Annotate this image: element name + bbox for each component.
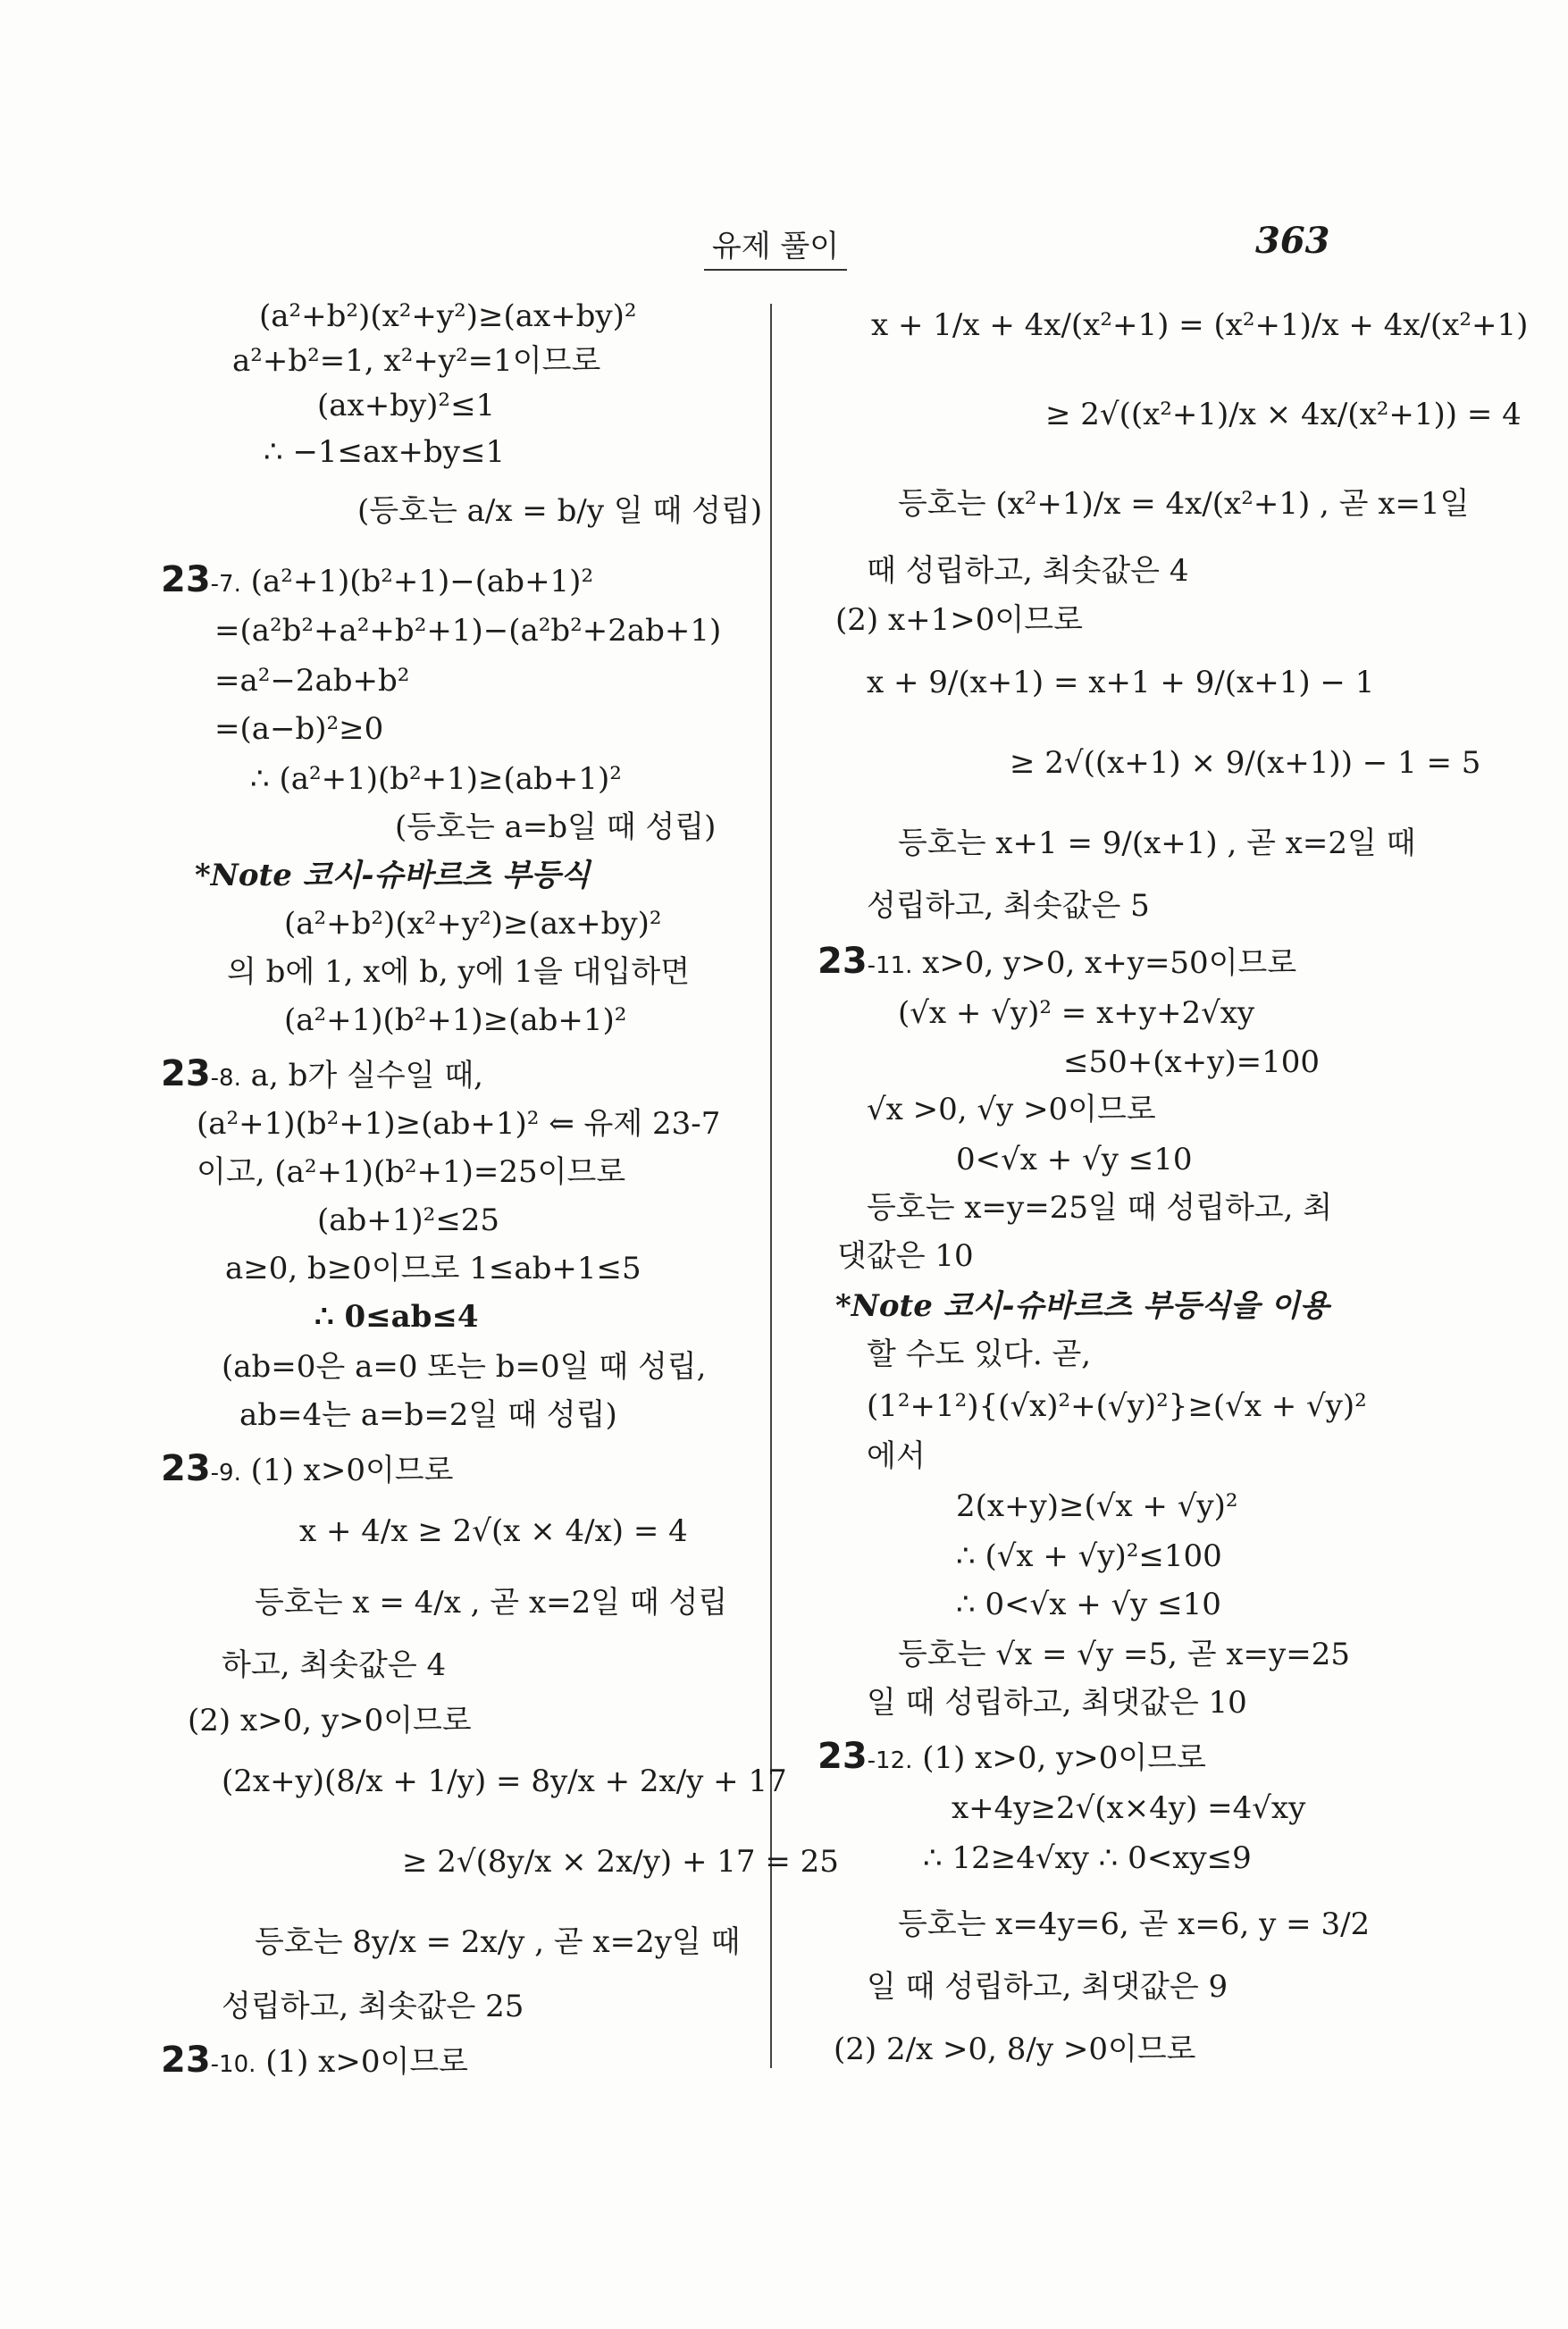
equation-line: √x >0, √y >0이므로: [867, 1092, 1156, 1127]
problem-23-11: 23-11. x>0, y>0, x+y=50이므로: [818, 941, 1297, 982]
equation-line: =(a−b)²≥0: [214, 711, 384, 747]
equality-condition: ab=4는 a=b=2일 때 성립): [239, 1397, 617, 1433]
subproblem-label: (2) x>0, y>0이므로: [188, 1703, 472, 1738]
text-line: 등호는 √x = √y =5, 곧 x=y=25: [898, 1637, 1350, 1672]
answer-line: ∴ 0≤ab≤4: [314, 1299, 479, 1335]
text-line: 에서: [867, 1438, 926, 1474]
answer-line: 일 때 성립하고, 최댓값은 9: [867, 1969, 1228, 2005]
equality-condition: (ab=0은 a=0 또는 b=0일 때 성립,: [222, 1349, 707, 1385]
equality-condition: (등호는 a/x = b/y 일 때 성립): [357, 493, 763, 529]
equation-line: 2(x+y)≥(√x + √y)²: [956, 1488, 1238, 1524]
equation-line: ≥ 2√(8y/x × 2x/y) + 17 = 25: [402, 1844, 839, 1880]
equation-line: ≥ 2√((x+1) × 9/(x+1)) − 1 = 5: [1010, 745, 1481, 781]
text-line: 할 수도 있다. 곧,: [867, 1336, 1092, 1372]
equation-line: a²+b²=1, x²+y²=1이므로: [232, 343, 601, 379]
equation-line: =a²−2ab+b²: [214, 663, 410, 699]
text-line: 등호는 x=y=25일 때 성립하고, 최: [867, 1190, 1333, 1226]
answer-line: 때 성립하고, 최솟값은 4: [867, 553, 1189, 589]
note-label: *Note 코시-슈바르츠 부등식을 이용: [835, 1288, 1329, 1324]
running-title: 유제 풀이: [704, 222, 847, 271]
problem-23-9: 23-9. (1) x>0이므로: [161, 1448, 454, 1489]
equation-line: x + 9/(x+1) = x+1 + 9/(x+1) − 1: [867, 665, 1375, 700]
answer-line: 성립하고, 최솟값은 25: [222, 1989, 524, 2024]
text-line: 등호는 x=4y=6, 곧 x=6, y = 3/2: [898, 1906, 1371, 1942]
problem-23-7: 23-7. (a²+1)(b²+1)−(ab+1)²: [161, 559, 594, 600]
equation-line: (a²+b²)(x²+y²)≥(ax+by)²: [259, 298, 637, 334]
note-label: *Note 코시-슈바르츠 부등식: [195, 858, 591, 893]
equation-line: ∴ 0<√x + √y ≤10: [956, 1587, 1221, 1622]
equation-line: (a²+1)(b²+1)≥(ab+1)² ⇐ 유제 23-7: [197, 1106, 721, 1142]
problem-23-12: 23-12. (1) x>0, y>0이므로: [818, 1736, 1206, 1777]
equation-line: x+4y≥2√(x×4y) =4√xy: [952, 1790, 1306, 1826]
equation-line: ∴ 12≥4√xy ∴ 0<xy≤9: [923, 1840, 1252, 1876]
equality-condition: (등호는 a=b일 때 성립): [395, 809, 717, 845]
problem-23-8: 23-8. a, b가 실수일 때,: [161, 1053, 483, 1094]
text-line: 등호는 x = 4/x , 곧 x=2일 때 성립: [255, 1585, 728, 1621]
subproblem-label: (2) 2/x >0, 8/y >0이므로: [834, 2032, 1196, 2067]
equation-line: =(a²b²+a²+b²+1)−(a²b²+2ab+1): [214, 613, 722, 649]
equation-line: (1²+1²){(√x)²+(√y)²}≥(√x + √y)²: [867, 1388, 1367, 1424]
problem-23-10: 23-10. (1) x>0이므로: [161, 2040, 469, 2081]
answer-line: 하고, 최솟값은 4: [222, 1647, 447, 1683]
equation-line: ∴ (a²+1)(b²+1)≥(ab+1)²: [250, 761, 622, 797]
equation-line: (2x+y)(8/x + 1/y) = 8y/x + 2x/y + 17: [222, 1764, 787, 1799]
answer-line: 댓값은 10: [837, 1238, 974, 1274]
equation-line: ≥ 2√((x²+1)/x × 4x/(x²+1)) = 4: [1045, 397, 1522, 432]
equation-line: x + 1/x + 4x/(x²+1) = (x²+1)/x + 4x/(x²+1): [871, 307, 1529, 343]
text-line: 이고, (a²+1)(b²+1)=25이므로: [197, 1154, 626, 1190]
text-line: 등호는 8y/x = 2x/y , 곧 x=2y일 때: [255, 1924, 741, 1960]
equation-line: ∴ −1≤ax+by≤1: [264, 434, 506, 470]
subproblem-label: (2) x+1>0이므로: [835, 602, 1083, 638]
answer-line: 성립하고, 최솟값은 5: [867, 888, 1150, 924]
equation-line: x + 4/x ≥ 2√(x × 4/x) = 4: [299, 1513, 688, 1549]
equation-line: (ab+1)²≤25: [317, 1202, 500, 1238]
equation-line: a≥0, b≥0이므로 1≤ab+1≤5: [225, 1251, 641, 1286]
text-line: 등호는 (x²+1)/x = 4x/(x²+1) , 곧 x=1일: [898, 486, 1470, 522]
column-divider: [770, 304, 772, 2068]
text-line: 등호는 x+1 = 9/(x+1) , 곧 x=2일 때: [898, 825, 1416, 861]
equation-line: (ax+by)²≤1: [317, 388, 496, 423]
equation-line: ≤50+(x+y)=100: [1063, 1044, 1321, 1080]
equation-line: (a²+b²)(x²+y²)≥(ax+by)²: [284, 906, 662, 942]
page-number: 363: [1255, 220, 1330, 262]
text-line: 의 b에 1, x에 b, y에 1을 대입하면: [227, 954, 691, 990]
answer-line: 일 때 성립하고, 최댓값은 10: [867, 1685, 1247, 1721]
equation-line: ∴ (√x + √y)²≤100: [956, 1538, 1222, 1574]
equation-line: (√x + √y)² = x+y+2√xy: [898, 995, 1255, 1031]
page-header: [0, 213, 1568, 266]
equation-line: (a²+1)(b²+1)≥(ab+1)²: [284, 1002, 627, 1038]
equation-line: 0<√x + √y ≤10: [956, 1142, 1193, 1177]
